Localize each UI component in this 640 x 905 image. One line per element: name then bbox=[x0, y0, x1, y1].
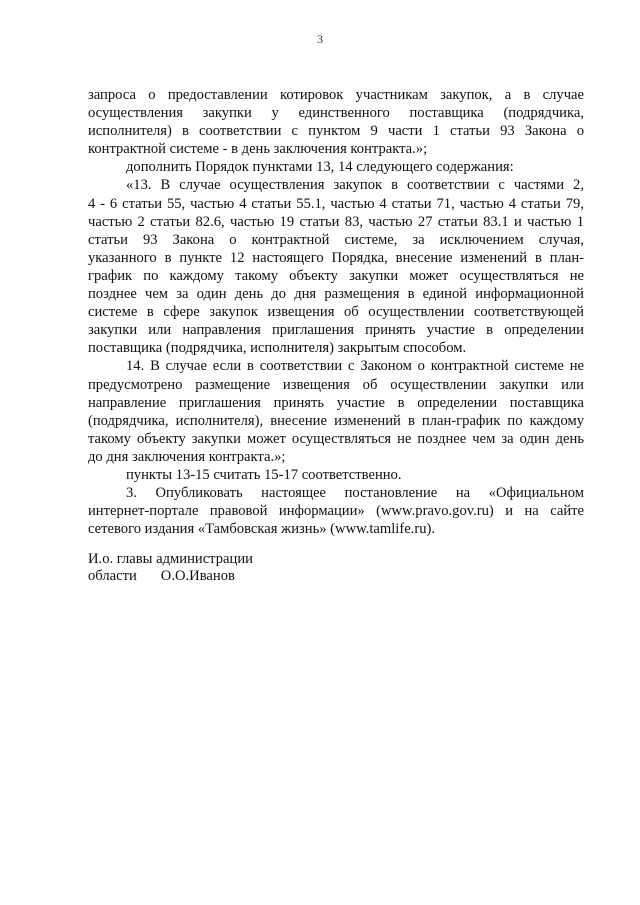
text-line: позднее чем за один день до дня размещения в единой информационной bbox=[88, 286, 584, 303]
text-line: контрактной системе - в день заключения контракта.»; bbox=[88, 141, 428, 158]
text-line: указанного в пункте 12 настоящего Порядка, внесение изменений в план- bbox=[88, 249, 584, 266]
text-line: закупки или направления приглашения принять участие в определении bbox=[88, 322, 584, 339]
text-line: пункты 13-15 считать 15-17 соответственно. bbox=[126, 466, 402, 483]
document-body bbox=[88, 86, 584, 538]
signatory-name: О.О.Иванов bbox=[160, 567, 235, 584]
text-line: предусмотрено размещение извещения об осуществлении закупки или bbox=[88, 376, 584, 393]
signature-block bbox=[88, 551, 253, 584]
text-line: 14. В случае если в соответствии с Законом о контрактной системе не bbox=[126, 358, 584, 375]
text-line: до дня заключения контракта.»; bbox=[88, 448, 286, 465]
text-line: системе в сфере закупок извещения об осуществлении соответствующей bbox=[88, 304, 584, 321]
text-line: 3. Опубликовать настоящее постановление на «Официальном bbox=[126, 485, 584, 502]
text-line: (подрядчика, исполнителя), внесение изменений в план-график по каждому bbox=[88, 412, 584, 429]
text-line: направление приглашения принять участие в определении поставщика bbox=[88, 394, 584, 411]
signatory-region: области bbox=[88, 567, 137, 584]
text-line: график по каждому такому объекту закупки может осуществляться не bbox=[88, 267, 584, 284]
text-line: дополнить Порядок пунктами 13, 14 следующего содержания: bbox=[126, 159, 514, 176]
text-line: запроса о предоставлении котировок участникам закупок, а в случае bbox=[88, 87, 584, 103]
text-line: осуществления закупки у единственного поставщика (подрядчика, bbox=[88, 105, 584, 122]
text-line: исполнителя) в соответствии с пунктом 9 части 1 статьи 93 Закона о bbox=[88, 123, 584, 140]
text-line: интернет-портале правовой информации» (www.pravo.gov.ru) и на сайте bbox=[88, 503, 584, 520]
text-line: 4 - 6 статьи 55, частью 4 статьи 55.1, частью 4 статьи 71, частью 4 статьи 79, bbox=[88, 195, 584, 212]
text-line: частью 2 статьи 82.6, частью 19 статьи 83, частью 27 статьи 83.1 и частью 1 bbox=[88, 213, 584, 230]
text-line: сетевого издания «Тамбовская жизнь» (www.tamlife.ru). bbox=[88, 521, 435, 538]
text-line: такому объекту закупки может осуществляться не позднее чем за один день bbox=[88, 430, 584, 447]
signatory-title: И.о. главы администрации bbox=[88, 551, 253, 567]
text-line: статьи 93 Закона о контрактной системе, за исключением случая, bbox=[88, 231, 584, 248]
page-number: 3 bbox=[317, 32, 323, 46]
signatory-title-line2 bbox=[88, 568, 253, 585]
text-line: поставщика (подрядчика, исполнителя) закрытым способом. bbox=[88, 340, 467, 357]
text-line: «13. В случае осуществления закупок в соответствии с частями 2, bbox=[126, 177, 584, 194]
